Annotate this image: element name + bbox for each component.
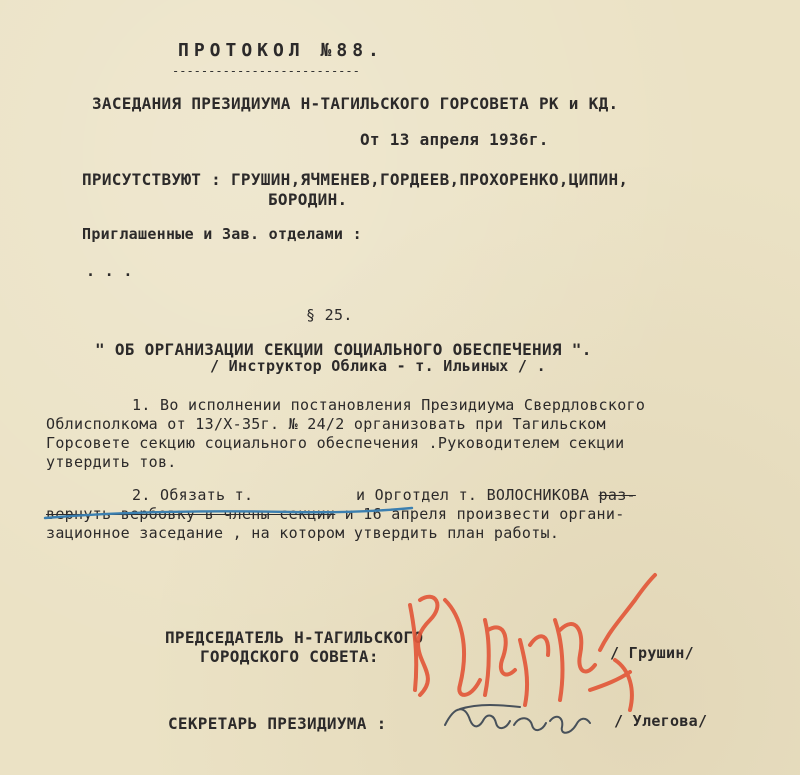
chair-title-line1: ПРЕДСЕДАТЕЛЬ Н-ТАГИЛЬСКОГО xyxy=(165,628,424,647)
invited-ellipsis: . . . xyxy=(86,262,133,280)
present-list-line1: ПРИСУТСТВУЮТ : ГРУШИН,ЯЧМЕНЕВ,ГОРДЕЕВ,ПРОХОРЕНКО,ЦИПИН, xyxy=(82,170,629,189)
blue-ink-strikethrough xyxy=(40,500,420,530)
section-reporter: / Инструктор Облика - т. Ильиных / . xyxy=(210,357,546,375)
secretary-title: СЕКРЕТАРЬ ПРЕЗИДИУМА : xyxy=(168,714,387,733)
secretary-ink-signature xyxy=(440,695,600,745)
protocol-title: ПРОТОКОЛ №88. xyxy=(178,40,384,61)
protocol-subtitle: ЗАСЕДАНИЯ ПРЕЗИДИУМА Н-ТАГИЛЬСКОГО ГОРСОВЕТА РК и КД. xyxy=(92,94,619,113)
chair-title-line2: ГОРОДСКОГО СОВЕТА: xyxy=(200,647,379,666)
section-title: " ОБ ОРГАНИЗАЦИИ СЕКЦИИ СОЦИАЛЬНОГО ОБЕСПЕЧЕНИЯ ". xyxy=(95,340,592,359)
item2-struck-phrase: вернуть вербовку в члены секции xyxy=(46,505,336,523)
item1-line1: 1. Во исполнении постановления Президиума Свердловского xyxy=(132,396,646,414)
item2-struck-fragment: раз- xyxy=(598,486,636,504)
invited-label: Приглашенные и Зав. отделами : xyxy=(82,225,362,243)
secretary-name: / Улегова/ xyxy=(614,712,708,730)
item1-line3: Горсовете секцию социального обеспечения .Руководителем секции xyxy=(46,434,625,452)
item1-line4: утвердить тов. xyxy=(46,453,177,471)
item1-line2: Облисполкома от 13/Х-35г. № 24/2 организовать при Тагильском xyxy=(46,415,606,433)
item2-line1-text: 2. Обязать т. и Орготдел т. ВОЛОСНИКОВА xyxy=(132,486,599,504)
protocol-date: От 13 апреля 1936г. xyxy=(360,130,549,149)
section-number: § 25. xyxy=(306,306,353,324)
chair-name: / Грушин/ xyxy=(610,644,694,662)
present-list-line2: БОРОДИН. xyxy=(268,190,348,209)
item2-line2-text: и 16 апреля произвести органи- xyxy=(335,505,625,523)
title-underline: -------------------------- xyxy=(172,64,360,78)
item2-line3: зационное заседание , на котором утвердить план работы. xyxy=(46,524,560,542)
